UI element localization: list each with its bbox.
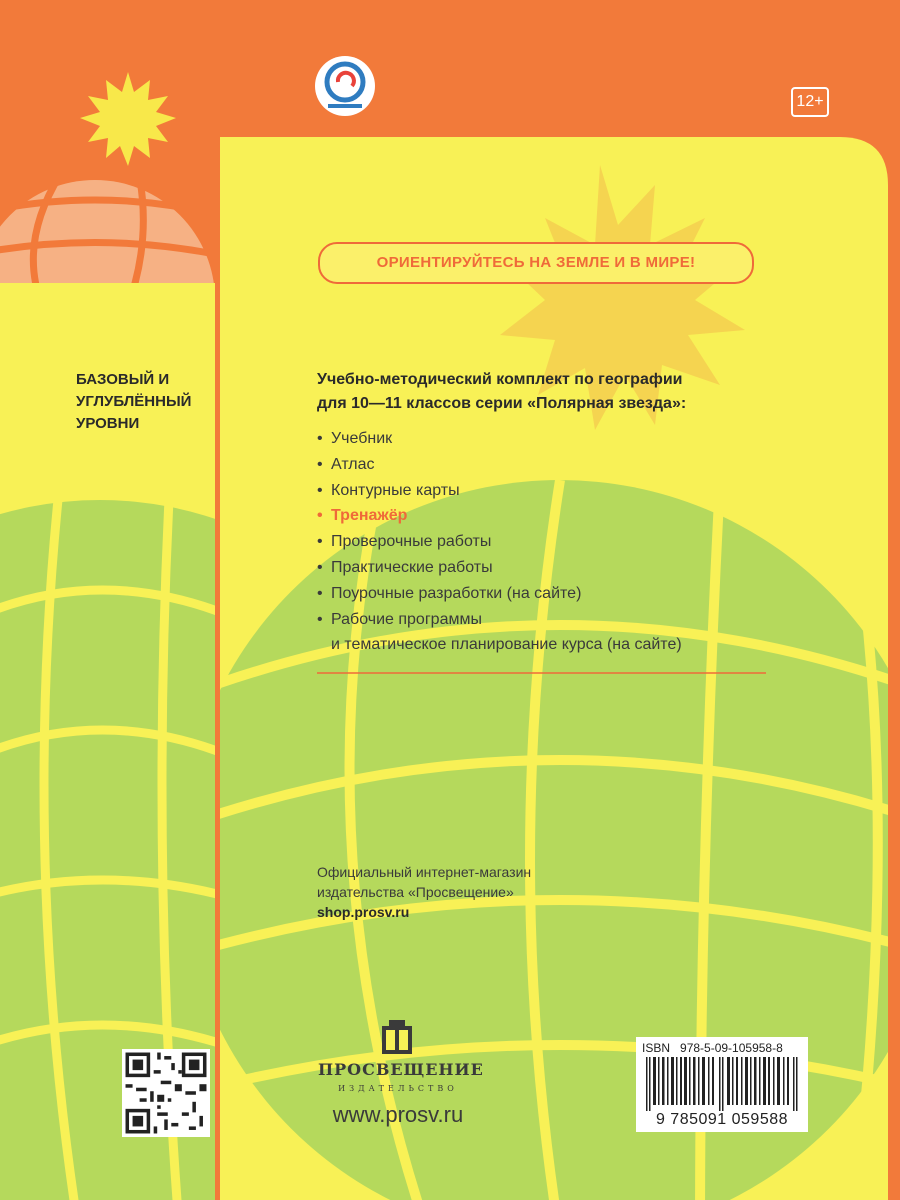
publisher-subtitle: ИЗДАТЕЛЬСТВО xyxy=(338,1084,458,1093)
kit-item-label: Практические работы xyxy=(331,558,493,576)
kit-title-line: для 10—11 классов серии «Полярная звезда»: xyxy=(317,395,687,412)
isbn-block xyxy=(636,1037,808,1132)
isbn-text xyxy=(642,1041,783,1055)
kit-item-label: Тренажёр xyxy=(331,507,408,525)
kit-list xyxy=(317,426,682,658)
kit-item: • Рабочие программы xyxy=(317,610,482,628)
kit-item: • Практические работы xyxy=(317,558,493,576)
kit-item-label: Атлас xyxy=(331,455,375,473)
series-logo-icon xyxy=(315,56,375,116)
shop-info xyxy=(317,862,531,922)
isbn-value: 978-5-09-105958-8 xyxy=(680,1041,783,1055)
kit-item: • Поурочные разработки (на сайте) xyxy=(317,584,582,602)
age-rating-badge: 12+ xyxy=(791,87,829,117)
kit-item-label: Проверочные работы xyxy=(331,533,492,551)
kit-item-label: и тематическое планирование курса (на сайте) xyxy=(331,636,682,654)
kit-item-label: Поурочные разработки (на сайте) xyxy=(331,584,582,602)
barcode-digits: 9 785091 059588 xyxy=(655,1111,789,1128)
shop-line: издательства «Просвещение» xyxy=(317,884,514,900)
kit-title xyxy=(317,368,787,416)
kit-item: • Атлас xyxy=(317,455,375,473)
publisher-url: www.prosv.ru xyxy=(332,1102,464,1127)
shop-url: shop.prosv.ru xyxy=(317,904,410,920)
kit-item-highlighted: • Тренажёр xyxy=(317,507,408,525)
kit-item: • Контурные карты xyxy=(317,481,460,499)
level-line: БАЗОВЫЙ И xyxy=(76,371,170,388)
barcode xyxy=(642,1057,802,1111)
level-label xyxy=(76,369,226,435)
level-line: УГЛУБЛЁННЫЙ xyxy=(76,393,192,410)
publisher-logo-icon xyxy=(380,1020,414,1056)
kit-item-continuation xyxy=(317,632,682,658)
kit-item-label: Контурные карты xyxy=(331,481,460,499)
level-line: УРОВНИ xyxy=(76,415,140,432)
slogan-banner: ОРИЕНТИРУЙТЕСЬ НА ЗЕМЛЕ И В МИРЕ! xyxy=(318,242,754,284)
kit-item-label: Учебник xyxy=(331,430,393,447)
publisher-name: ПРОСВЕЩЕНИЕ xyxy=(318,1060,484,1079)
kit-item: • Проверочные работы xyxy=(317,533,492,551)
kit-title-line: Учебно-методический комплект по географии xyxy=(317,371,683,388)
shop-line: Официальный интернет-магазин xyxy=(317,864,532,880)
qr-code xyxy=(122,1049,210,1137)
kit-item-label: Рабочие программы xyxy=(331,610,482,628)
isbn-label: ISBN xyxy=(642,1041,671,1055)
kit-item: • Учебник xyxy=(317,430,393,447)
starburst-icon xyxy=(80,72,176,166)
